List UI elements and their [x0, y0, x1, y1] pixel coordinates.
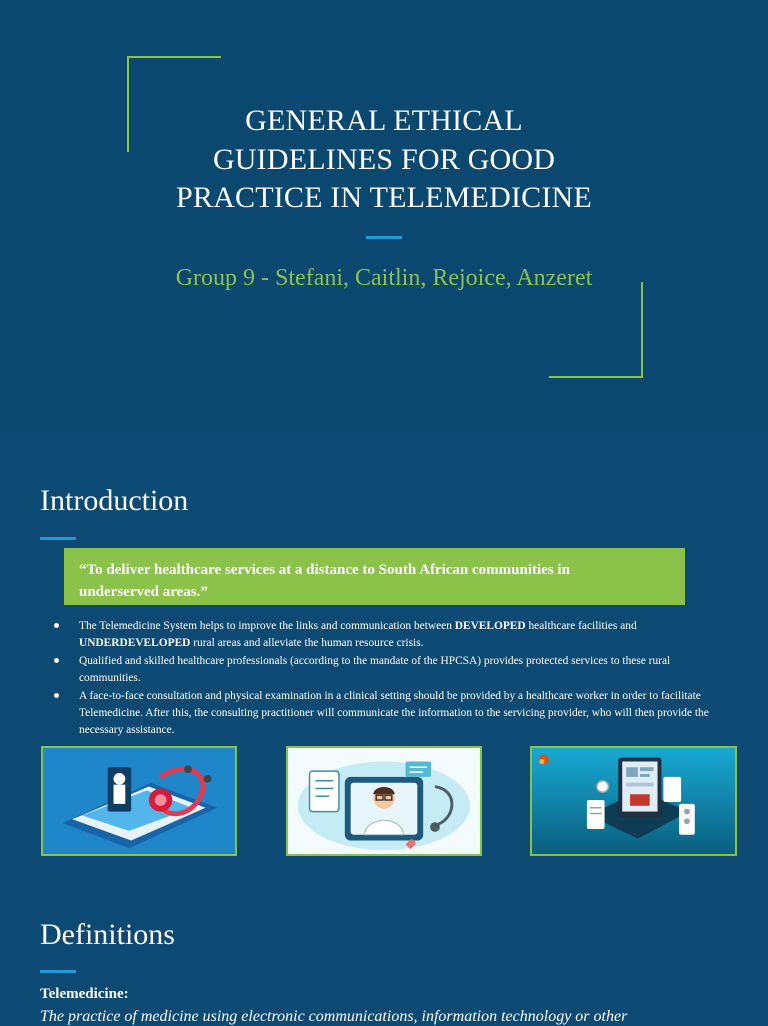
presentation-title	[120, 102, 648, 218]
introduction-divider	[40, 537, 76, 540]
title-line: GENERAL ETHICAL	[245, 104, 523, 137]
quote-line: “To deliver healthcare services at a distance to South African communities in	[79, 562, 570, 578]
emphasis-underdeveloped: UNDERDEVELOPED	[79, 637, 191, 649]
title-divider	[366, 236, 402, 239]
online-doctor-video-call-illustration	[286, 746, 482, 856]
title-line: GUIDELINES FOR GOOD	[212, 142, 556, 176]
bullet-item: The Telemedicine System helps to improve the links and communication between DEVELOPED healthcare facilities and UNDERDEVELOPED rural areas and alleviate the human resource crisis.	[52, 618, 722, 652]
term-telemedicine: Telemedicine:	[40, 986, 129, 1002]
mission-quote-box	[64, 548, 685, 605]
definition-telemedicine: The practice of medicine using electronic communications, information technology or other	[40, 1008, 628, 1025]
group-subtitle: Group 9 - Stefani, Caitlin, Rejoice, Anzeret	[175, 265, 593, 291]
definitions-slide	[0, 864, 768, 1024]
bullet-item: A face-to-face consultation and physical examination in a clinical setting should be provided by a healthcare worker in order to facilitate Telemedicine. After this, the consulting practitioner will communicate the information to the servicing provider, who will then provide the necessary assistance.	[52, 688, 722, 739]
introduction-heading: Introduction	[40, 484, 189, 517]
bullet-dot-icon	[54, 623, 59, 628]
title-slide	[0, 0, 768, 432]
bullet-dot-icon	[54, 693, 59, 698]
definitions-heading: Definitions	[40, 918, 175, 951]
title-line: PRACTICE IN TELEMEDICINE	[176, 181, 592, 214]
bullet-item: Qualified and skilled healthcare professionals (according to the mandate of the HPCSA) provides protected services to these rural communities.	[52, 653, 722, 687]
introduction-slide	[0, 432, 768, 864]
introduction-bullet-list	[52, 618, 722, 740]
mobile-doctor-stethoscope-illustration	[41, 746, 237, 856]
bullet-dot-icon	[54, 658, 59, 663]
corner-bracket-bottom-right	[549, 282, 643, 378]
telemedicine-devices-illustration	[530, 746, 737, 856]
emphasis-developed: DEVELOPED	[454, 620, 526, 632]
quote-line: underserved areas.”	[79, 584, 208, 600]
definitions-divider	[40, 970, 76, 973]
